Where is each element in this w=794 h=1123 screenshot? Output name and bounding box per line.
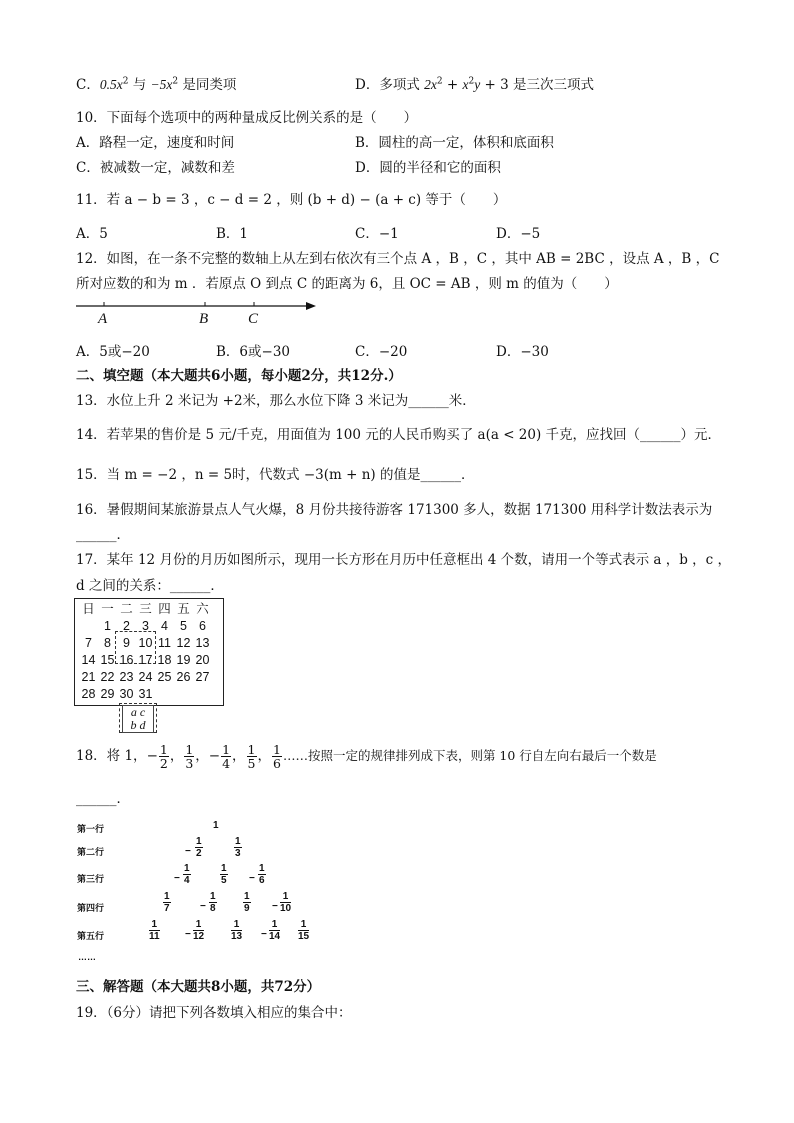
q14: 14．若苹果的售价是 5 元/千克，用面值为 100 元的人民币购买了 a(a < 20) 千克，应找回（______）元． bbox=[76, 427, 722, 443]
row-label-1: 第一行 bbox=[77, 824, 105, 834]
q17-line2: d 之间的关系：______． bbox=[76, 578, 224, 594]
q11-option-c: C．−1 bbox=[355, 226, 399, 242]
triangle-item: $\frac{1}{7}$ bbox=[164, 891, 170, 914]
row-label-2: 第二行 bbox=[77, 847, 105, 857]
triangle-item: $\frac{1}{9}$ bbox=[244, 891, 250, 914]
q18-line2: ______． bbox=[76, 791, 130, 807]
calendar-day: 6 bbox=[199, 619, 206, 633]
triangle-item: $\frac{1}{10}$ bbox=[280, 891, 292, 914]
calendar-week-row bbox=[79, 686, 221, 703]
q16-line2: ______． bbox=[76, 527, 130, 543]
point-b-label: B bbox=[199, 311, 209, 327]
q10-option-b: B．圆柱的高一定，体积和底面积 bbox=[355, 135, 554, 151]
calendar-day: 16 bbox=[119, 653, 134, 667]
calendar-day: 17 bbox=[138, 653, 153, 667]
q12-option-b: B．6或−30 bbox=[216, 344, 290, 360]
calendar-day: 14 bbox=[81, 653, 96, 667]
fraction-neg-1-2: $\frac{1}{2}$ bbox=[159, 742, 168, 772]
calendar-day: 4 bbox=[161, 619, 168, 633]
calendar-day: 15 bbox=[100, 653, 115, 667]
q10-option-d: D．圆的半径和它的面积 bbox=[355, 160, 501, 176]
calendar-day: 3 bbox=[142, 619, 149, 633]
q11-option-a: A．5 bbox=[76, 226, 108, 242]
triangle-item: $\frac{1}{14}$ bbox=[269, 919, 281, 942]
calendar-day: 2 bbox=[123, 619, 130, 633]
calendar-header-row bbox=[79, 601, 221, 618]
q10-option-c: C．被减数一定，减数和差 bbox=[76, 160, 235, 176]
triangle-item: 1 bbox=[213, 820, 219, 831]
number-line-svg bbox=[76, 299, 316, 329]
key-top-letters: a c bbox=[130, 705, 146, 719]
calendar-day: 21 bbox=[81, 670, 96, 684]
calendar-day: 18 bbox=[157, 653, 172, 667]
calendar-day bbox=[193, 686, 212, 703]
triangle-item: $\frac{1}{8}$ bbox=[210, 891, 216, 914]
calendar-day: 25 bbox=[157, 670, 172, 684]
row-ellipsis: …… bbox=[78, 952, 96, 962]
calendar-day: 29 bbox=[100, 687, 115, 701]
calendar-day: 22 bbox=[100, 670, 115, 684]
q18-prefix: 18．将 1， bbox=[76, 748, 147, 765]
q13: 13．水位上升 2 米记为 +2米，那么水位下降 3 米记为______米． bbox=[76, 393, 476, 409]
triangle-item: $\frac{1}{2}$ bbox=[196, 836, 202, 859]
q12-option-c: C．−20 bbox=[355, 344, 408, 360]
calendar-day: 7 bbox=[85, 636, 92, 650]
point-c-label: C bbox=[248, 311, 259, 327]
number-line-arrow bbox=[306, 302, 316, 310]
q18-suffix: ……按照一定的规律排列成下表，则第 10 行自左向右最后一个数是 bbox=[282, 748, 657, 764]
calendar-week-row bbox=[79, 669, 221, 686]
triangle-item: $\frac{1}{5}$ bbox=[221, 863, 227, 886]
calendar-header: 二 bbox=[120, 602, 133, 616]
q12-line2: 所对应数的和为 m ．若原点 O 到点 C 的距离为 6，且 OC = AB ，则 m 的值为（ ） bbox=[76, 276, 618, 292]
calendar-day: 11 bbox=[158, 636, 171, 650]
calendar-day: 31 bbox=[138, 687, 153, 701]
calendar-day: 13 bbox=[195, 636, 210, 650]
q12-option-d: D．−30 bbox=[496, 344, 549, 360]
key-bottom-letters: b d bbox=[130, 718, 146, 732]
q9-option-c: C．$0.5x^2$ 与 $-5x^2$ 是同类项 bbox=[76, 76, 237, 93]
abcd-key-box bbox=[119, 703, 157, 733]
abcd-key-inner bbox=[122, 705, 154, 733]
q16-line1: 16．暑假期间某旅游景点人气火爆，8 月份共接待游客 171300 多人，数据 171300 用科学计数法表示为 bbox=[76, 502, 713, 518]
q10-stem: 10．下面每个选项中的两种量成反比例关系的是（ ） bbox=[76, 110, 418, 126]
q19: 19．（6分）请把下列各数填入相应的集合中： bbox=[76, 1005, 352, 1021]
calendar-day: 27 bbox=[195, 670, 210, 684]
fraction-neg-1-4: $\frac{1}{4}$ bbox=[222, 742, 231, 772]
triangle-item: $\frac{1}{11}$ bbox=[149, 919, 160, 942]
triangle-item: $\frac{1}{13}$ bbox=[231, 919, 243, 942]
calendar-day: 20 bbox=[195, 653, 210, 667]
calendar-day: 8 bbox=[104, 636, 111, 650]
q11-option-d: D．−5 bbox=[496, 226, 541, 242]
calendar-day: 12 bbox=[176, 636, 191, 650]
calendar-day bbox=[155, 686, 174, 703]
q10-option-a: A．路程一定，速度和时间 bbox=[76, 135, 235, 151]
calendar-day: 10 bbox=[138, 636, 153, 650]
fraction-1-3: $\frac{1}{3}$ bbox=[185, 742, 194, 772]
q17-line1: 17．某年 12 月份的月历如图所示，现用一长方形在月历中任意框出 4 个数，请用一个等式表示 a ，b ，c ， bbox=[76, 552, 732, 568]
row-label-3: 第三行 bbox=[77, 874, 105, 884]
point-a-label: A bbox=[98, 311, 108, 327]
calendar-day: 1 bbox=[104, 619, 111, 633]
calendar-header: 四 bbox=[158, 602, 171, 616]
calendar-header: 三 bbox=[139, 602, 152, 616]
q15: 15．当 m = −2 ，n = 5时，代数式 −3(m + n) 的值是______． bbox=[76, 467, 475, 483]
calendar-day: 23 bbox=[119, 670, 134, 684]
row-label-4: 第四行 bbox=[77, 903, 105, 913]
q18-line1: 18．将 1，− $\frac{1}{2}$ ， $\frac{1}{3}$ ，− $\frac{1}{4}$ ， $\frac{1}{5}$ ， $\frac{1}{6}$ ……按照一定的规律排列成下表，则第 10 行自左向右最后一个数是 bbox=[76, 742, 657, 772]
section-3-heading: 三、解答题（本大题共8小题，共72分） bbox=[76, 979, 321, 995]
calendar-selection-box bbox=[115, 631, 156, 664]
number-line-figure bbox=[76, 299, 316, 329]
calendar-day: 28 bbox=[81, 687, 96, 701]
calendar-day: 30 bbox=[119, 687, 134, 701]
triangle-item: $\frac{1}{4}$ bbox=[184, 863, 190, 886]
section-2-heading: 二、填空题（本大题共6小题，每小题2分，共12分.） bbox=[76, 368, 402, 384]
calendar-header: 五 bbox=[177, 602, 190, 616]
q11-stem: 11．若 a − b = 3 ，c − d = 2 ，则 (b + d) − (a + c) 等于（ ） bbox=[76, 192, 507, 208]
calendar-day: 26 bbox=[176, 670, 191, 684]
q12-option-a: A．5或−20 bbox=[76, 344, 150, 360]
calendar-header: 一 bbox=[101, 602, 114, 616]
triangle-item: $\frac{1}{12}$ bbox=[193, 919, 205, 942]
triangle-item: $\frac{1}{3}$ bbox=[235, 836, 241, 859]
triangle-item: $\frac{1}{6}$ bbox=[259, 863, 265, 886]
calendar-day: 9 bbox=[123, 636, 130, 650]
calendar-header: 六 bbox=[196, 602, 209, 616]
fraction-1-5: $\frac{1}{5}$ bbox=[247, 742, 256, 772]
triangle-item: $\frac{1}{15}$ bbox=[298, 919, 310, 942]
fraction-1-6: $\frac{1}{6}$ bbox=[273, 742, 281, 772]
q9-option-d: D．多项式 $2x^2 + x^2y + 3$ 是三次三项式 bbox=[355, 76, 595, 93]
calendar-day: 5 bbox=[180, 619, 187, 633]
q11-option-b: B．1 bbox=[216, 226, 249, 242]
calendar-day bbox=[174, 686, 193, 703]
calendar-day: 24 bbox=[138, 670, 153, 684]
row-label-5: 第五行 bbox=[77, 931, 105, 941]
calendar-day bbox=[79, 618, 98, 635]
calendar-header: 日 bbox=[82, 602, 95, 616]
calendar-day: 19 bbox=[176, 653, 191, 667]
q12-line1: 12．如图，在一条不完整的数轴上从左到右依次有三个点 A ，B ，C ，其中 AB = 2BC ，设点 A ，B ，C bbox=[76, 251, 720, 267]
